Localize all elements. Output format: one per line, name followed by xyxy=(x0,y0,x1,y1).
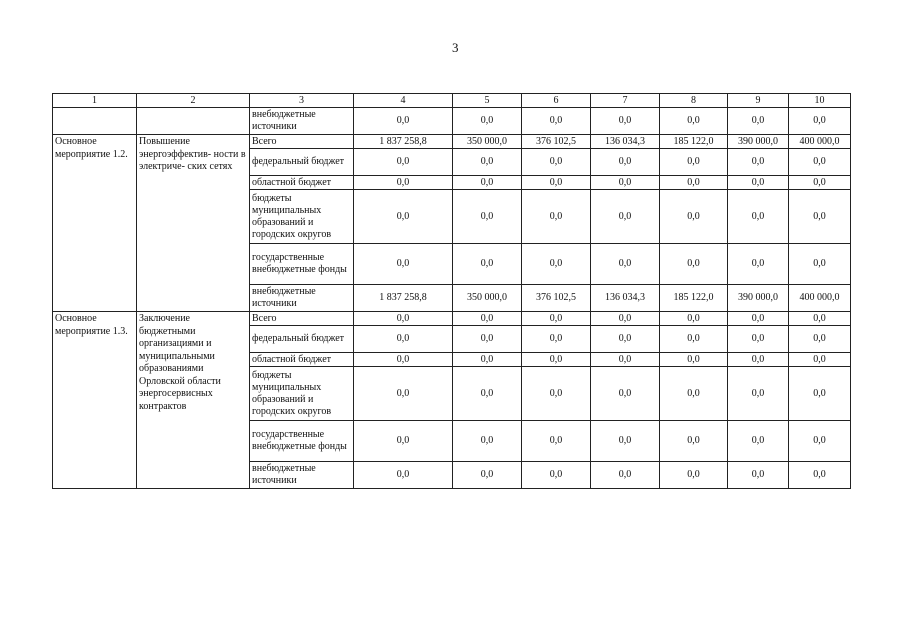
value-cell: 0,0 xyxy=(660,367,728,421)
value-cell: 0,0 xyxy=(660,108,728,135)
value-cell: 0,0 xyxy=(591,176,660,190)
funding-source: областной бюджет xyxy=(250,176,354,190)
value-cell: 0,0 xyxy=(453,421,522,462)
value-cell: 0,0 xyxy=(354,367,453,421)
value-cell: 0,0 xyxy=(660,312,728,326)
value-cell: 0,0 xyxy=(728,353,789,367)
financing-table xyxy=(52,93,851,489)
table-row xyxy=(53,108,851,135)
value-cell: 0,0 xyxy=(354,108,453,135)
value-cell: 0,0 xyxy=(453,312,522,326)
value-cell: 0,0 xyxy=(522,244,591,285)
event-code: Основное мероприятие 1.2. xyxy=(53,135,137,312)
funding-source: внебюджетные источники xyxy=(250,285,354,312)
value-cell: 0,0 xyxy=(789,367,851,421)
value-cell: 185 122,0 xyxy=(660,135,728,149)
value-cell: 0,0 xyxy=(591,462,660,489)
value-cell: 0,0 xyxy=(354,326,453,353)
value-cell: 0,0 xyxy=(728,108,789,135)
header-row xyxy=(53,94,851,108)
table-row xyxy=(53,135,851,149)
value-cell: 0,0 xyxy=(728,149,789,176)
value-cell: 0,0 xyxy=(453,326,522,353)
header-cell: 6 xyxy=(522,94,591,108)
funding-source: Всего xyxy=(250,135,354,149)
value-cell: 0,0 xyxy=(591,149,660,176)
value-cell: 0,0 xyxy=(354,190,453,244)
value-cell: 0,0 xyxy=(354,244,453,285)
header-cell: 5 xyxy=(453,94,522,108)
value-cell: 0,0 xyxy=(354,149,453,176)
value-cell: 136 034,3 xyxy=(591,285,660,312)
value-cell: 0,0 xyxy=(789,312,851,326)
value-cell: 0,0 xyxy=(522,367,591,421)
value-cell: 0,0 xyxy=(354,312,453,326)
empty-cell xyxy=(53,108,137,135)
value-cell: 0,0 xyxy=(728,312,789,326)
value-cell: 0,0 xyxy=(522,149,591,176)
funding-source: федеральный бюджет xyxy=(250,326,354,353)
value-cell: 0,0 xyxy=(453,176,522,190)
value-cell: 0,0 xyxy=(453,108,522,135)
funding-source: федеральный бюджет xyxy=(250,149,354,176)
value-cell: 0,0 xyxy=(453,244,522,285)
value-cell: 0,0 xyxy=(660,149,728,176)
value-cell: 0,0 xyxy=(789,190,851,244)
value-cell: 0,0 xyxy=(354,421,453,462)
value-cell: 0,0 xyxy=(453,190,522,244)
funding-source: бюджеты муниципальных образований и городских округов xyxy=(250,367,354,421)
value-cell: 350 000,0 xyxy=(453,135,522,149)
value-cell: 390 000,0 xyxy=(728,135,789,149)
value-cell: 0,0 xyxy=(728,190,789,244)
funding-source: государственные внебюджетные фонды xyxy=(250,244,354,285)
header-cell: 1 xyxy=(53,94,137,108)
header-cell: 4 xyxy=(354,94,453,108)
value-cell: 185 122,0 xyxy=(660,285,728,312)
funding-source: бюджеты муниципальных образований и городских округов xyxy=(250,190,354,244)
event-name: Повышение энергоэффектив- ности в электриче- ских сетях xyxy=(137,135,250,312)
value-cell: 0,0 xyxy=(789,353,851,367)
header-cell: 3 xyxy=(250,94,354,108)
value-cell: 376 102,5 xyxy=(522,135,591,149)
value-cell: 400 000,0 xyxy=(789,285,851,312)
funding-source: Всего xyxy=(250,312,354,326)
header-cell: 8 xyxy=(660,94,728,108)
value-cell: 0,0 xyxy=(728,421,789,462)
value-cell: 0,0 xyxy=(591,353,660,367)
event-name: Заключение бюджетными организациями и муниципальными образованиями Орловской области энергосервисных контрактов xyxy=(137,312,250,489)
value-cell: 0,0 xyxy=(660,353,728,367)
value-cell: 0,0 xyxy=(660,244,728,285)
value-cell: 400 000,0 xyxy=(789,135,851,149)
value-cell: 1 837 258,8 xyxy=(354,285,453,312)
value-cell: 0,0 xyxy=(522,353,591,367)
value-cell: 390 000,0 xyxy=(728,285,789,312)
value-cell: 0,0 xyxy=(591,326,660,353)
value-cell: 136 034,3 xyxy=(591,135,660,149)
value-cell: 0,0 xyxy=(789,149,851,176)
funding-source: областной бюджет xyxy=(250,353,354,367)
value-cell: 0,0 xyxy=(591,108,660,135)
value-cell: 0,0 xyxy=(354,176,453,190)
value-cell: 0,0 xyxy=(522,190,591,244)
value-cell: 0,0 xyxy=(453,353,522,367)
header-cell: 2 xyxy=(137,94,250,108)
value-cell: 0,0 xyxy=(660,326,728,353)
funding-source: государственные внебюджетные фонды xyxy=(250,421,354,462)
value-cell: 0,0 xyxy=(789,108,851,135)
value-cell: 0,0 xyxy=(453,462,522,489)
value-cell: 0,0 xyxy=(660,190,728,244)
value-cell: 0,0 xyxy=(354,353,453,367)
value-cell: 0,0 xyxy=(522,312,591,326)
value-cell: 0,0 xyxy=(789,176,851,190)
value-cell: 0,0 xyxy=(453,367,522,421)
value-cell: 0,0 xyxy=(522,176,591,190)
value-cell: 0,0 xyxy=(728,176,789,190)
value-cell: 0,0 xyxy=(660,462,728,489)
value-cell: 0,0 xyxy=(789,244,851,285)
value-cell: 0,0 xyxy=(453,149,522,176)
value-cell: 0,0 xyxy=(591,312,660,326)
value-cell: 0,0 xyxy=(728,367,789,421)
event-code: Основное мероприятие 1.3. xyxy=(53,312,137,489)
value-cell: 1 837 258,8 xyxy=(354,135,453,149)
header-cell: 7 xyxy=(591,94,660,108)
value-cell: 0,0 xyxy=(522,326,591,353)
funding-source: внебюджетные источники xyxy=(250,108,354,135)
value-cell: 0,0 xyxy=(728,244,789,285)
value-cell: 0,0 xyxy=(789,462,851,489)
value-cell: 0,0 xyxy=(522,108,591,135)
header-cell: 10 xyxy=(789,94,851,108)
value-cell: 376 102,5 xyxy=(522,285,591,312)
value-cell: 350 000,0 xyxy=(453,285,522,312)
value-cell: 0,0 xyxy=(354,462,453,489)
value-cell: 0,0 xyxy=(591,421,660,462)
value-cell: 0,0 xyxy=(728,326,789,353)
value-cell: 0,0 xyxy=(591,190,660,244)
value-cell: 0,0 xyxy=(591,367,660,421)
table-row xyxy=(53,312,851,326)
funding-source: внебюджетные источники xyxy=(250,462,354,489)
header-cell: 9 xyxy=(728,94,789,108)
value-cell: 0,0 xyxy=(522,421,591,462)
value-cell: 0,0 xyxy=(660,421,728,462)
value-cell: 0,0 xyxy=(591,244,660,285)
value-cell: 0,0 xyxy=(522,462,591,489)
value-cell: 0,0 xyxy=(660,176,728,190)
page-number: 3 xyxy=(452,40,459,55)
value-cell: 0,0 xyxy=(789,326,851,353)
empty-cell xyxy=(137,108,250,135)
value-cell: 0,0 xyxy=(789,421,851,462)
value-cell: 0,0 xyxy=(728,462,789,489)
